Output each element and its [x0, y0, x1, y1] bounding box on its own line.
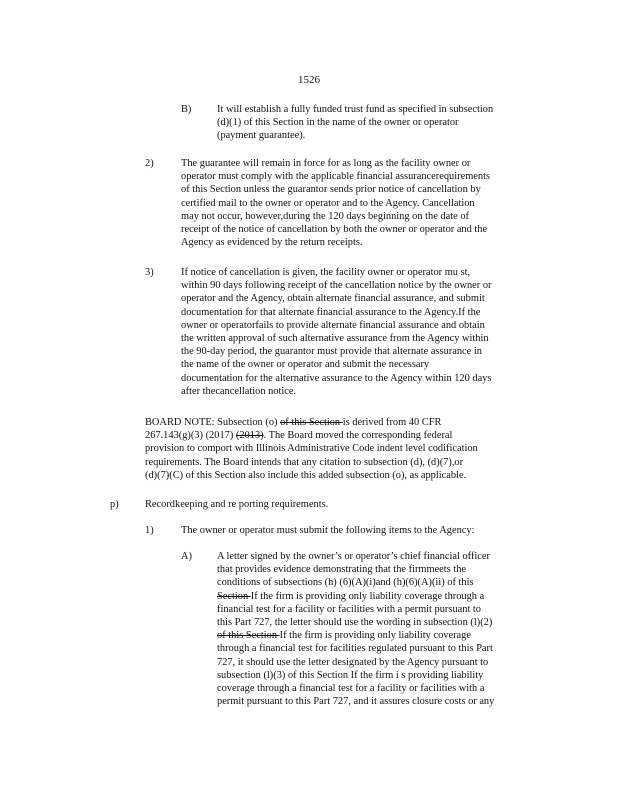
item-pa-line: conditions of subsections (h) (6)(A)(i)and (h)(6)(A)(ii) of this: [217, 577, 474, 589]
board-note-text: is derived from 40 CFR: [342, 417, 442, 428]
item-label-b: B): [181, 104, 192, 115]
item-pa-line: financial test for a facility or facilities with a permit pursuant to: [217, 603, 482, 615]
board-note-line: (d)(7)(C) of this Section also include this added subsection (o), as applicable.: [145, 469, 467, 481]
item-label-2: 2): [145, 158, 154, 169]
struck-text: Section: [217, 590, 251, 602]
board-note-line: [145, 416, 545, 429]
struck-text: (2013): [235, 430, 264, 442]
item-pa-line: coverage through a financial test for a facility or facilities with a: [217, 683, 485, 695]
item-2-line: receipt of the notice of cancellation by both the owner or operator and the: [181, 224, 488, 236]
item-pa-text: [217, 550, 547, 708]
item-3-line: the 90-day period, the guarantor must provide that alternate assurance in: [181, 346, 482, 358]
item-label-3: 3): [145, 267, 154, 278]
board-note-line: [145, 429, 545, 442]
item-label-pa: A): [181, 551, 192, 562]
item-3-line: documentation for the alternative assurance to the Agency within 120 days: [181, 372, 492, 384]
item-3-line: the name of the owner or operator and submit the necessary: [181, 359, 430, 371]
item-pa-line: [217, 629, 547, 642]
item-3-line: If notice of cancellation is given, the facility owner or operator mu st,: [181, 267, 471, 278]
item-b-line: (payment guarantee).: [217, 130, 306, 142]
page-number: 1526: [298, 74, 320, 86]
item-2-text: [181, 157, 551, 249]
board-note-text: . The Board moved the corresponding federal: [263, 430, 453, 442]
item-3-text: [181, 266, 551, 398]
struck-text: of this Section: [217, 630, 280, 642]
item-b-line: (d)(1) of this Section in the name of the owner or operator: [217, 117, 459, 129]
item-3-line: after thecancellation notice.: [181, 385, 297, 397]
item-pa-text-span: If the firm is providing only liability coverage through a: [250, 590, 485, 602]
board-note: [145, 416, 545, 482]
board-note-text: 267.143(g)(3) (2017): [145, 430, 236, 442]
item-2-line: may not occur, however,during the 120 days beginning on the date of: [181, 210, 470, 222]
item-2-line: The guarantee will remain in force for as long as the facility owner or: [181, 158, 471, 169]
struck-text: of this Section: [280, 417, 343, 428]
item-3-line: operator and the Agency, obtain alternate financial assurance, and submit: [181, 293, 485, 305]
item-2-line: of this Section unless the guarantor sends prior notice of cancellation by: [181, 184, 481, 196]
board-note-line: requirements. The Board intends that any citation to subsection (d), (d)(7),or: [145, 456, 464, 468]
item-label-p1: 1): [145, 525, 154, 536]
item-pa-text-span: If the firm is providing only liability coverage: [279, 630, 471, 642]
item-pa-line: 727, it should use the letter designated by the Agency pursuant to: [217, 656, 489, 668]
item-3-line: within 90 days following receipt of the cancellation notice by the owner or: [181, 280, 492, 292]
board-note-text: BOARD NOTE: Subsection (o): [145, 417, 281, 428]
item-b-line: It will establish a fully funded trust fund as specified in subsection: [217, 104, 494, 115]
item-p1-text: The owner or operator must submit the following items to the Agency:: [181, 525, 475, 536]
item-2-line: operator must comply with the applicable financial assurancerequirements: [181, 171, 491, 183]
item-pa-line: subsection (l)(3) of this Section If the firm i s providing liability: [217, 669, 484, 681]
item-pa-line: permit pursuant to this Part 727, and it assures closure costs or any: [217, 696, 495, 708]
section-heading: Recordkeeping and re porting requirements.: [145, 499, 329, 510]
item-pa-line: that provides evidence demonstrating that the firmmeets the: [217, 564, 467, 576]
item-2-line: Agency as evidenced by the return receipts.: [181, 237, 363, 249]
section-label-p: p): [110, 499, 119, 510]
item-pa-line: through a financial test for facilities regulated pursuant to this Part: [217, 643, 493, 655]
item-3-line: documentation for that alternate financial assurance to the Agency.If the: [181, 306, 481, 318]
item-b-text: [217, 103, 547, 143]
item-pa-line: A letter signed by the owner’s or operator’s chief financial officer: [217, 551, 490, 562]
item-pa-line: [217, 590, 547, 603]
item-2-line: certified mail to the owner or operator and to the Agency. Cancellation: [181, 197, 475, 209]
board-note-line: provision to comport with Illinois Administrative Code indent level codification: [145, 443, 478, 455]
item-3-line: the written approval of such alternative assurance from the Agency within: [181, 333, 489, 345]
item-3-line: owner or operatorfails to provide alternate financial assurance and obtain: [181, 319, 485, 331]
item-pa-line: this Part 727, the letter should use the wording in subsection (l)(2): [217, 617, 493, 629]
